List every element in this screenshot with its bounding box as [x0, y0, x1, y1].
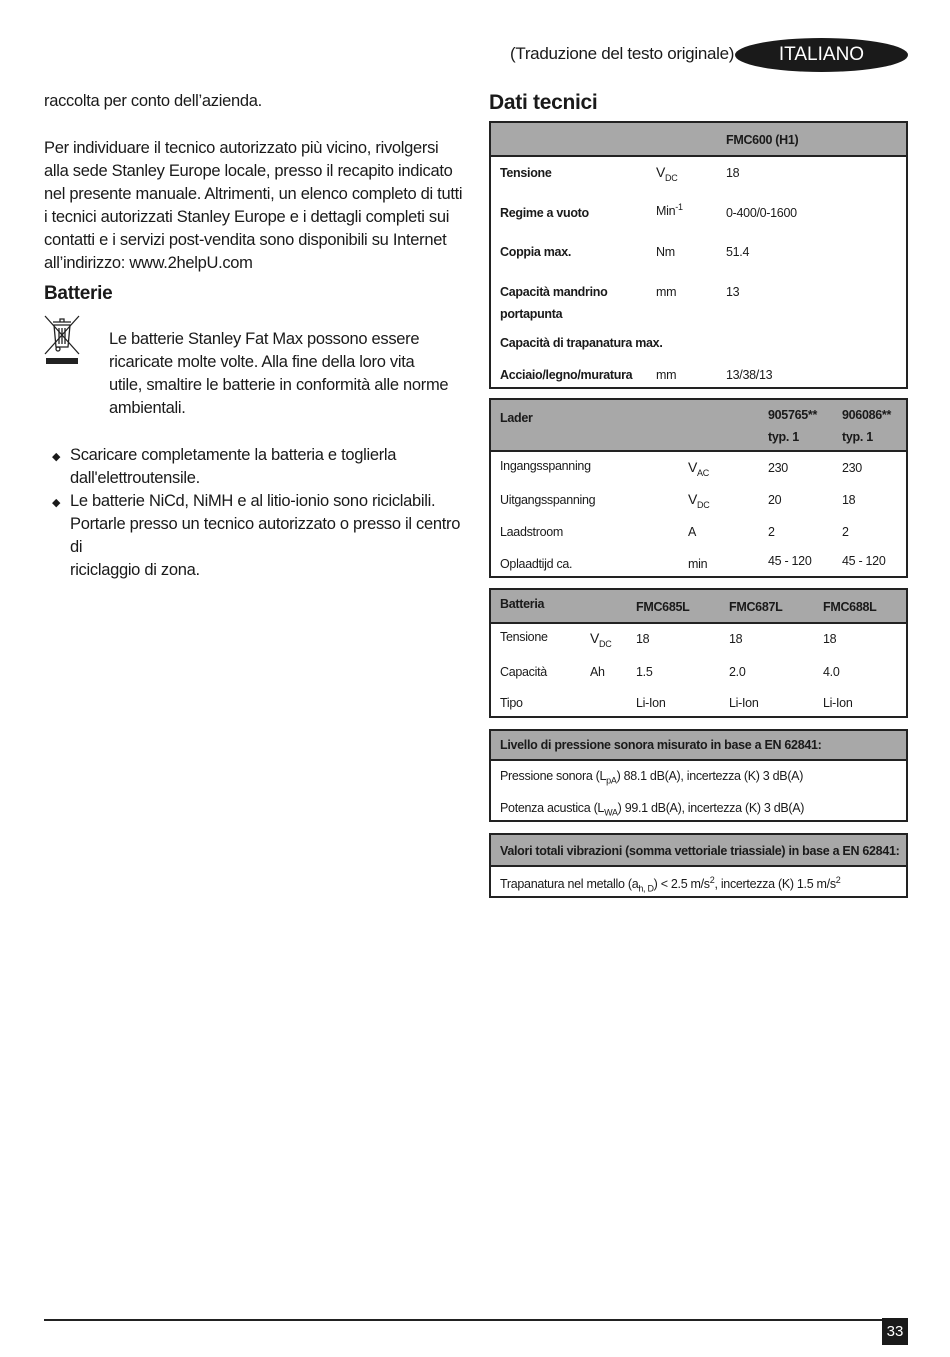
row-label: Capacità di trapanatura max. [500, 336, 663, 350]
noise-table [489, 729, 908, 822]
value: 18 [823, 632, 837, 646]
paragraph-service [44, 137, 464, 275]
unit: $V_{DC}$ [688, 491, 710, 510]
diamond-bullet-icon: ◆ [52, 451, 61, 463]
specs-table-charger [489, 398, 908, 578]
table-title: Batteria [500, 597, 545, 611]
vibration-table [489, 833, 908, 898]
paragraph-company-collection: raccolta per conto dell’azienda. [44, 92, 262, 110]
value: Li-Ion [823, 696, 853, 710]
table-header [491, 590, 906, 624]
specs-table-battery [489, 588, 908, 718]
value: 4.0 [823, 665, 840, 679]
vibration-row: Trapanatura nel metallo $(a_{h, D}) < 2.5$ $m/s^2$, incertezza (K) 1.5 $m/s^2$ [500, 875, 841, 894]
type-header: typ. 1 [842, 430, 873, 444]
model-header: 905765** [768, 408, 818, 422]
diamond-bullet-icon: ◆ [52, 497, 61, 509]
value: Li-Ion [729, 696, 759, 710]
value: 18 [729, 632, 743, 646]
value: 18 [636, 632, 650, 646]
translation-note: (Traduzione del testo originale) [510, 44, 735, 63]
table-header [491, 835, 906, 867]
row-label: Laadstroom [500, 525, 564, 539]
text-line: alla sede Stanley Europe locale, presso il recapito indicato [44, 162, 453, 180]
unit: A [688, 525, 697, 539]
value: 13/38/13 [726, 368, 773, 382]
text-line: i tecnici autorizzati Stanley Europe e i dettagli completi sui [44, 208, 450, 226]
text-line: nel presente manuale. Altrimenti, un elenco completo di tutti [44, 185, 463, 203]
model-header: 906086** [842, 408, 892, 422]
table-title: Valori totali vibrazioni (somma vettoriale triassiale) in base a EN 62841: [500, 844, 900, 858]
bullet-list [44, 444, 474, 582]
row-label: Coppia max. [500, 245, 572, 259]
row-label: Uitgangsspanning [500, 493, 596, 507]
list-item [44, 444, 474, 490]
row-label: Ingangsspanning [500, 459, 591, 473]
unit: $V_{AC}$ [688, 459, 709, 478]
text-line: ricaricate molte volte. Alla fine della loro vita [109, 353, 415, 371]
row-label: Acciaio/legno/muratura [500, 368, 633, 382]
unit: Nm [656, 245, 675, 259]
language-badge: ITALIANO [735, 38, 908, 72]
text-line: ambientali. [109, 399, 186, 417]
model-header: FMC685L [636, 600, 690, 614]
row-label: Regime a vuoto [500, 206, 589, 220]
value: 2 [842, 525, 849, 539]
specs-table-drill [489, 121, 908, 389]
value: 0-400/0-1600 [726, 206, 797, 220]
table-header [491, 123, 906, 157]
unit: mm [656, 368, 677, 382]
row-label: Capacità mandrino portapunta [500, 285, 608, 321]
text-line: riciclaggio di zona. [70, 561, 200, 579]
text-line: Per individuare il tecnico autorizzato più vicino, rivolgersi [44, 139, 439, 157]
text-line: utile, smaltire le batterie in conformità alle norme [109, 376, 449, 394]
unit: Ah [590, 665, 605, 679]
value: 230 [768, 461, 788, 475]
value: Li-Ion [636, 696, 666, 710]
text-line: Le batterie NiCd, NiMH e al litio-ionio sono riciclabili. [70, 492, 436, 510]
value: 13 [726, 285, 740, 299]
batterie-paragraph [109, 328, 469, 420]
value: 230 [842, 461, 862, 475]
crossed-bin-icon [44, 313, 80, 365]
value: 45 - 120 [768, 554, 812, 568]
value: 1.5 [636, 665, 653, 679]
value: 20 [768, 493, 782, 507]
text-line: all’indirizzo: www.2helpU.com [44, 254, 253, 272]
value: 2 [768, 525, 775, 539]
unit: Min$^{-1}$ [656, 202, 683, 219]
list-item [44, 490, 474, 582]
row-label: Oplaadtijd ca. [500, 557, 573, 571]
model-header: FMC600 (H1) [726, 133, 799, 147]
unit: min [688, 557, 708, 571]
text-line: Portarle presso un tecnico autorizzato o presso il centro di [70, 515, 461, 556]
table-title: Lader [500, 411, 533, 425]
footer-rule [44, 1319, 908, 1321]
unit: $V_{DC}$ [656, 164, 678, 183]
value: 18 [726, 166, 740, 180]
model-header: FMC687L [729, 600, 783, 614]
table-header [491, 731, 906, 761]
row-label: Tensione [500, 630, 548, 644]
row-label: Tipo [500, 696, 523, 710]
sound-power-row: Potenza acustica $(L_{WA})$ 99.1 dB(A), incertezza (K) 3 dB(A) [500, 801, 805, 818]
text-line: Scaricare completamente la batteria e toglierla [70, 446, 397, 464]
page-number: 33 [882, 1318, 908, 1345]
row-label: Tensione [500, 166, 552, 180]
batterie-heading: Batterie [44, 283, 113, 304]
text-line: dall'elettroutensile. [70, 469, 200, 487]
value: 45 - 120 [842, 554, 886, 568]
value: 51.4 [726, 245, 750, 259]
unit: $V_{DC}$ [590, 630, 612, 649]
unit: mm [656, 285, 677, 299]
model-header: FMC688L [823, 600, 877, 614]
text-line: Le batterie Stanley Fat Max possono essere [109, 330, 420, 348]
sound-pressure-row: Pressione sonora $(L_{pA})$ 88.1 dB(A), incertezza (K) 3 dB(A) [500, 769, 804, 786]
type-header: typ. 1 [768, 430, 799, 444]
text-line: contatti e i servizi post-vendita sono disponibili su Internet [44, 231, 447, 249]
value: 2.0 [729, 665, 746, 679]
dati-tecnici-heading: Dati tecnici [489, 91, 598, 114]
row-label: Capacità [500, 665, 547, 679]
value: 18 [842, 493, 856, 507]
table-title: Livello di pressione sonora misurato in base a EN 62841: [500, 738, 822, 752]
table-header [491, 400, 906, 452]
